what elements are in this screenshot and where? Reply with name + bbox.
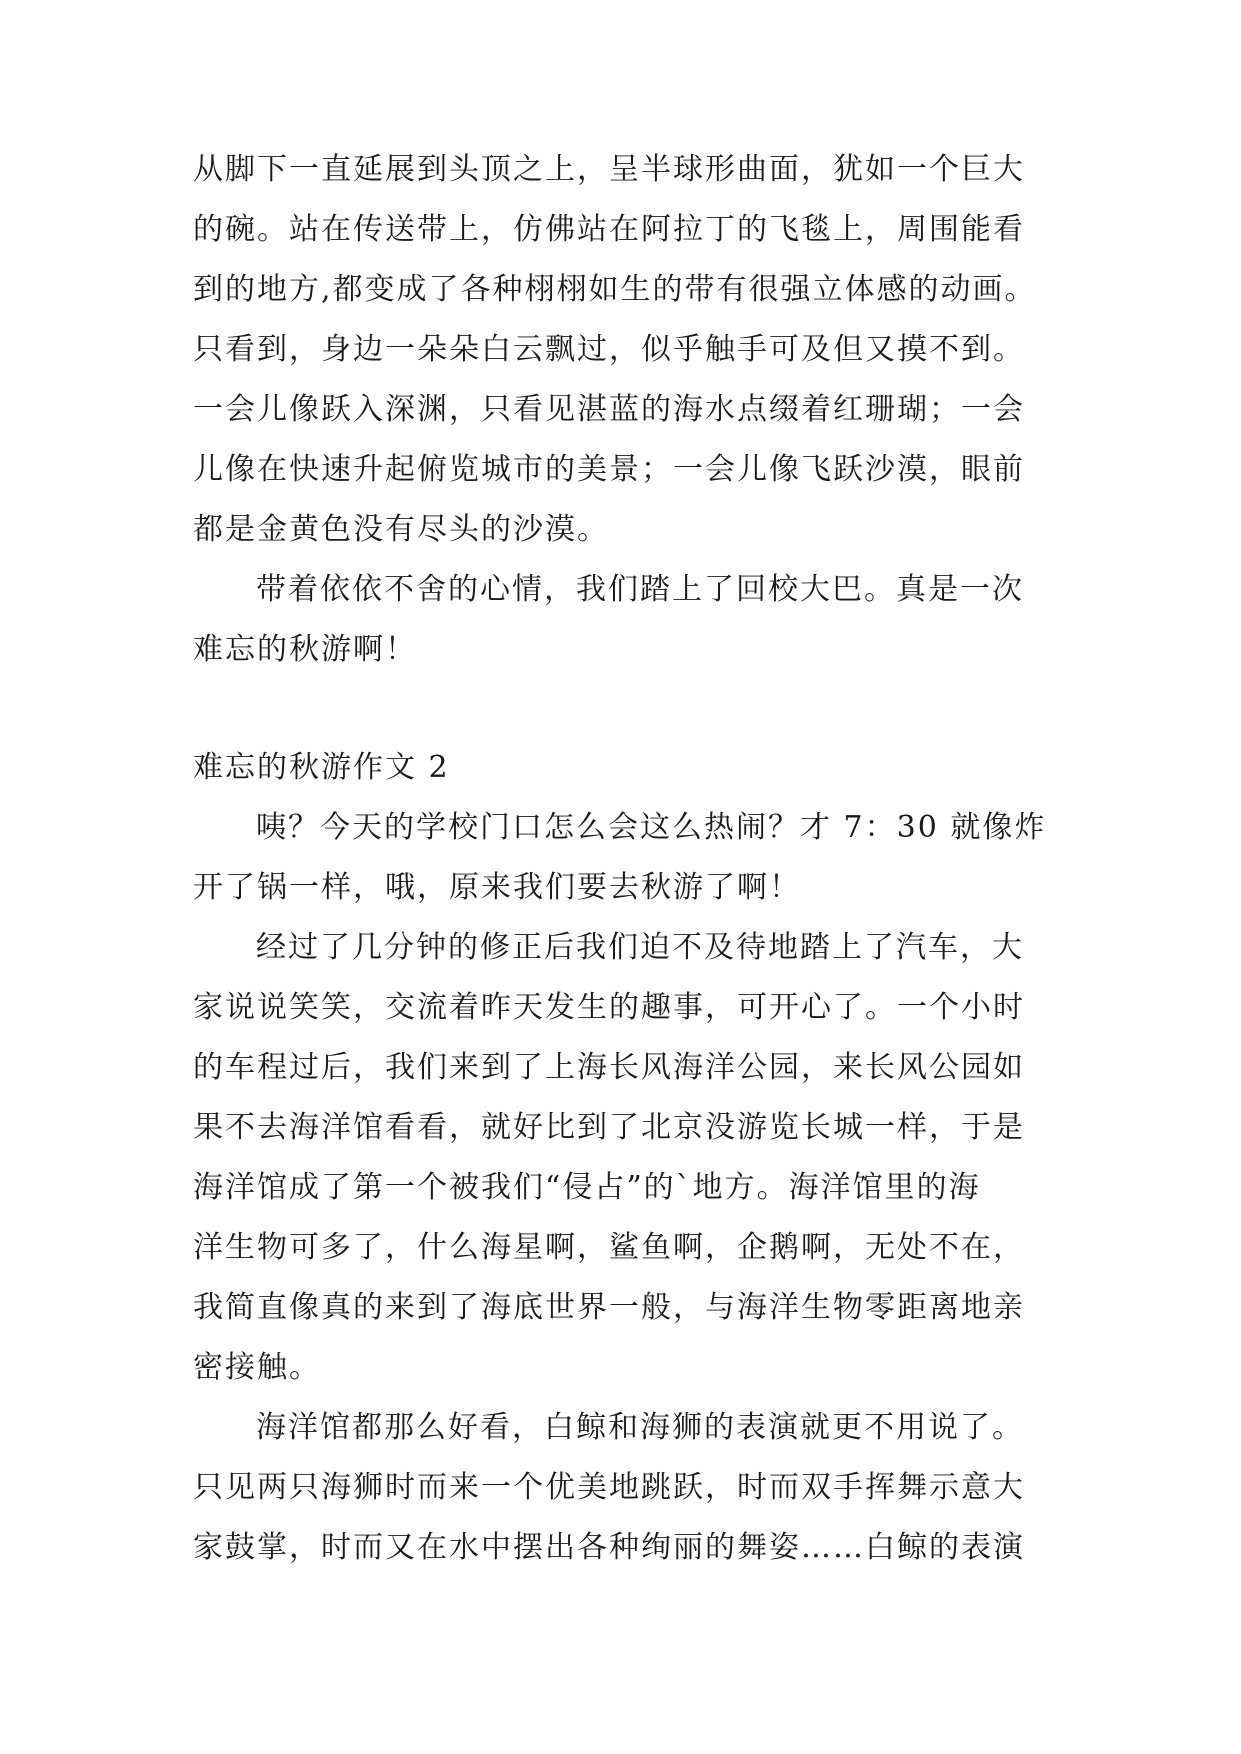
text-line: 难忘的秋游啊！ [193,632,417,667]
text-line: 经过了几分钟的修正后我们迫不及待地踏上了汽车，大 [256,930,1024,965]
text-line: 的车程过后，我们来到了上海长风海洋公园，来长风公园如 [193,1050,1025,1085]
text-line: 果不去海洋馆看看，就好比到了北京没游览长城一样，于是 [193,1110,1025,1145]
text-line: 我简直像真的来到了海底世界一般，与海洋生物零距离地亲 [193,1290,1025,1325]
text-line: 家鼓掌，时而又在水中摆出各种绚丽的舞姿……白鲸的表演 [193,1530,1025,1565]
essay-title: 难忘的秋游作文 2 [193,750,450,785]
text-line: 密接触。 [193,1350,321,1385]
text-line: 儿像在快速升起俯览城市的美景；一会儿像飞跃沙漠，眼前 [193,452,1025,487]
text-line: 到的地方,都变成了各种栩栩如生的带有很强立体感的动画。 [193,272,1037,307]
text-line: 海洋馆都那么好看，白鲸和海狮的表演就更不用说了。 [256,1410,1024,1445]
text-line: 只见两只海狮时而来一个优美地跳跃，时而双手挥舞示意大 [193,1470,1025,1505]
text-line: 家说说笑笑，交流着昨天发生的趣事，可开心了。一个小时 [193,990,1025,1025]
text-line: 都是金黄色没有尽头的沙漠。 [193,512,609,547]
text-line: 一会儿像跃入深渊，只看见湛蓝的海水点缀着红珊瑚；一会 [193,392,1025,427]
text-line: 从脚下一直延展到头顶之上，呈半球形曲面，犹如一个巨大 [193,152,1025,187]
text-line: 洋生物可多了，什么海星啊，鲨鱼啊，企鹅啊，无处不在， [193,1230,1025,1265]
text-line: 海洋馆成了第一个被我们“侵占”的`地方。海洋馆里的海 [193,1170,981,1205]
text-line: 咦？今天的学校门口怎么会这么热闹？才 7：30 就像炸 [256,810,1047,845]
text-line: 只看到，身边一朵朵白云飘过，似乎触手可及但又摸不到。 [193,332,1025,367]
text-line: 的碗。站在传送带上，仿佛站在阿拉丁的飞毯上，周围能看 [193,212,1025,247]
text-line: 开了锅一样，哦，原来我们要去秋游了啊！ [193,870,801,905]
text-line: 带着依依不舍的心情，我们踏上了回校大巴。真是一次 [256,572,1024,607]
